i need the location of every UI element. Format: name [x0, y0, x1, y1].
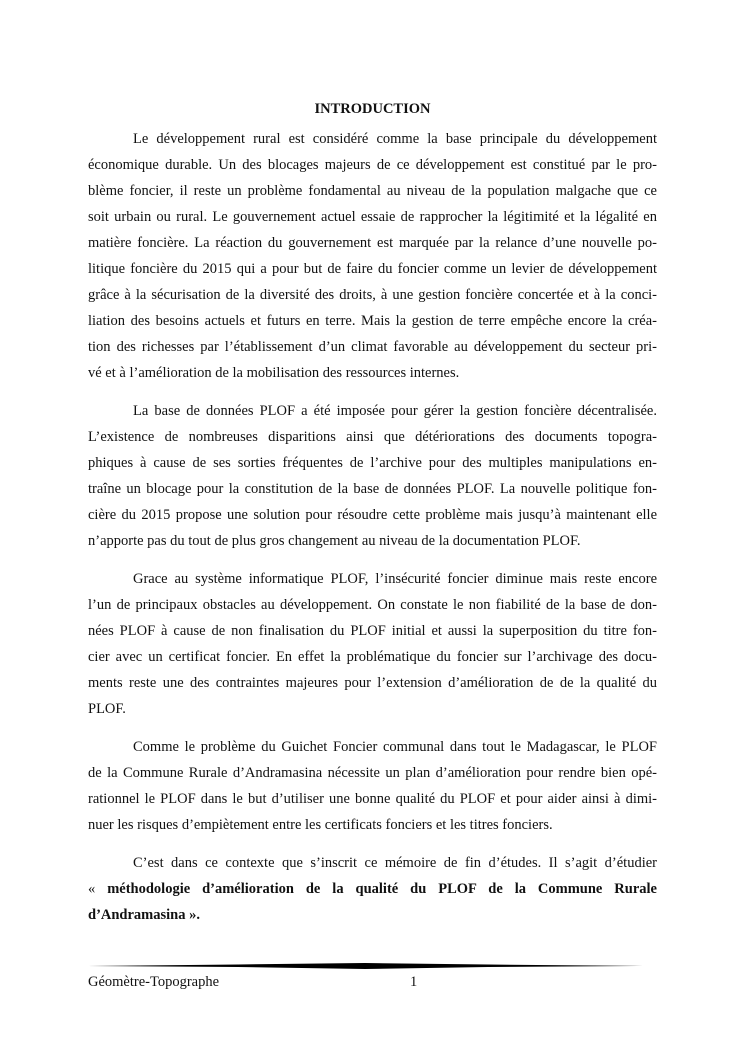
- text-line: Grace au système informatique PLOF, l’insécurité foncier diminue mais reste encore: [133, 571, 657, 587]
- text-line: rationnel le PLOF dans le but d’utiliser une bonne qualité du PLOF et pour aider ainsi à dimi-: [88, 791, 657, 807]
- paragraph: [88, 398, 657, 554]
- page-number: 1: [410, 974, 418, 990]
- text-line: nées PLOF à cause de non finalisation du PLOF initial et aussi la superposition du titre fon-: [88, 623, 657, 639]
- footer-label: Géomètre-Topographe: [88, 974, 220, 990]
- text-line: de la Commune Rurale d’Andramasina nécessite un plan d’amélioration pour rendre bien opé-: [88, 765, 657, 781]
- footer-rule: [88, 962, 643, 970]
- text-line: ments reste une des contraintes majeures pour l’extension d’amélioration de de la qualité du: [88, 675, 657, 691]
- text-line: C’est dans ce contexte que s’inscrit ce mémoire de fin d’études. Il s’agit d’étudier: [133, 855, 657, 871]
- paragraph-conclusion: [88, 850, 657, 928]
- text-line: soit urbain ou rural. Le gouvernement actuel essaie de rapprocher la légitimité et la légalité en: [88, 209, 657, 225]
- text-line: n’apporte pas du tout de plus gros changement au niveau de la documentation PLOF.: [88, 533, 581, 549]
- thesis-title-part1: méthodologie d’amélioration de la qualité du PLOF de la Commune Rurale: [107, 881, 657, 897]
- text-line: vé et à l’amélioration de la mobilisation des ressources internes.: [88, 365, 460, 381]
- text-line: nuer les risques d’empiètement entre les certificats fonciers et les titres fonciers.: [88, 817, 553, 833]
- text-line: [88, 876, 657, 902]
- text-line: tion des richesses par l’établissement d’un climat favorable au développement du secteur pri-: [88, 339, 657, 355]
- text-line: litique foncière du 2015 qui a pour but de faire du foncier comme un levier de développement: [88, 261, 657, 277]
- paragraph: [88, 566, 657, 722]
- text-line: économique durable. Un des blocages majeurs de ce développement est constitué par le pro-: [88, 157, 657, 173]
- text-line: liation des besoins actuels et futurs en terre. Mais la gestion de terre empêche encore la créa-: [88, 313, 657, 329]
- text-line: blème foncier, il reste un problème fondamental au niveau de la population malgache que ce: [88, 183, 657, 199]
- document-body: [88, 126, 657, 940]
- paragraph: [88, 126, 657, 386]
- text-line: Le développement rural est considéré comme la base principale du développement: [133, 131, 657, 147]
- text-line: l’un de principaux obstacles au développement. On constate le non fiabilité de la base de don-: [88, 597, 657, 613]
- text-line: La base de données PLOF a été imposée pour gérer la gestion foncière décentralisée.: [133, 403, 657, 419]
- text-line: matière foncière. La réaction du gouvernement est marquée par la relance d’une nouvelle po-: [88, 235, 657, 251]
- text-line: Comme le problème du Guichet Foncier communal dans tout le Madagascar, le PLOF: [133, 739, 657, 755]
- text-line: L’existence de nombreuses disparitions ainsi que détériorations des documents topogra-: [88, 429, 657, 445]
- text-line: phiques à cause de ses sorties fréquentes de l’archive pour des multiples manipulations en-: [88, 455, 657, 471]
- paragraph: [88, 734, 657, 838]
- text-line: cier avec un certificat foncier. En effet la problématique du foncier sur l’archivage des docu-: [88, 649, 657, 665]
- text-line: grâce à la sécurisation de la diversité des droits, à une gestion foncière concertée et à la conci-: [88, 287, 657, 303]
- text-line: traîne un blocage pour la constitution de la base de données PLOF. La nouvelle politique fon-: [88, 481, 657, 497]
- text-line: cière du 2015 propose une solution pour résoudre cette problème mais jusqu’à maintenant elle: [88, 507, 657, 523]
- open-quote: «: [88, 881, 108, 897]
- thesis-title-part2: d’Andramasina ».: [88, 907, 200, 923]
- page-title: INTRODUCTION: [314, 101, 431, 117]
- text-line: PLOF.: [88, 701, 126, 717]
